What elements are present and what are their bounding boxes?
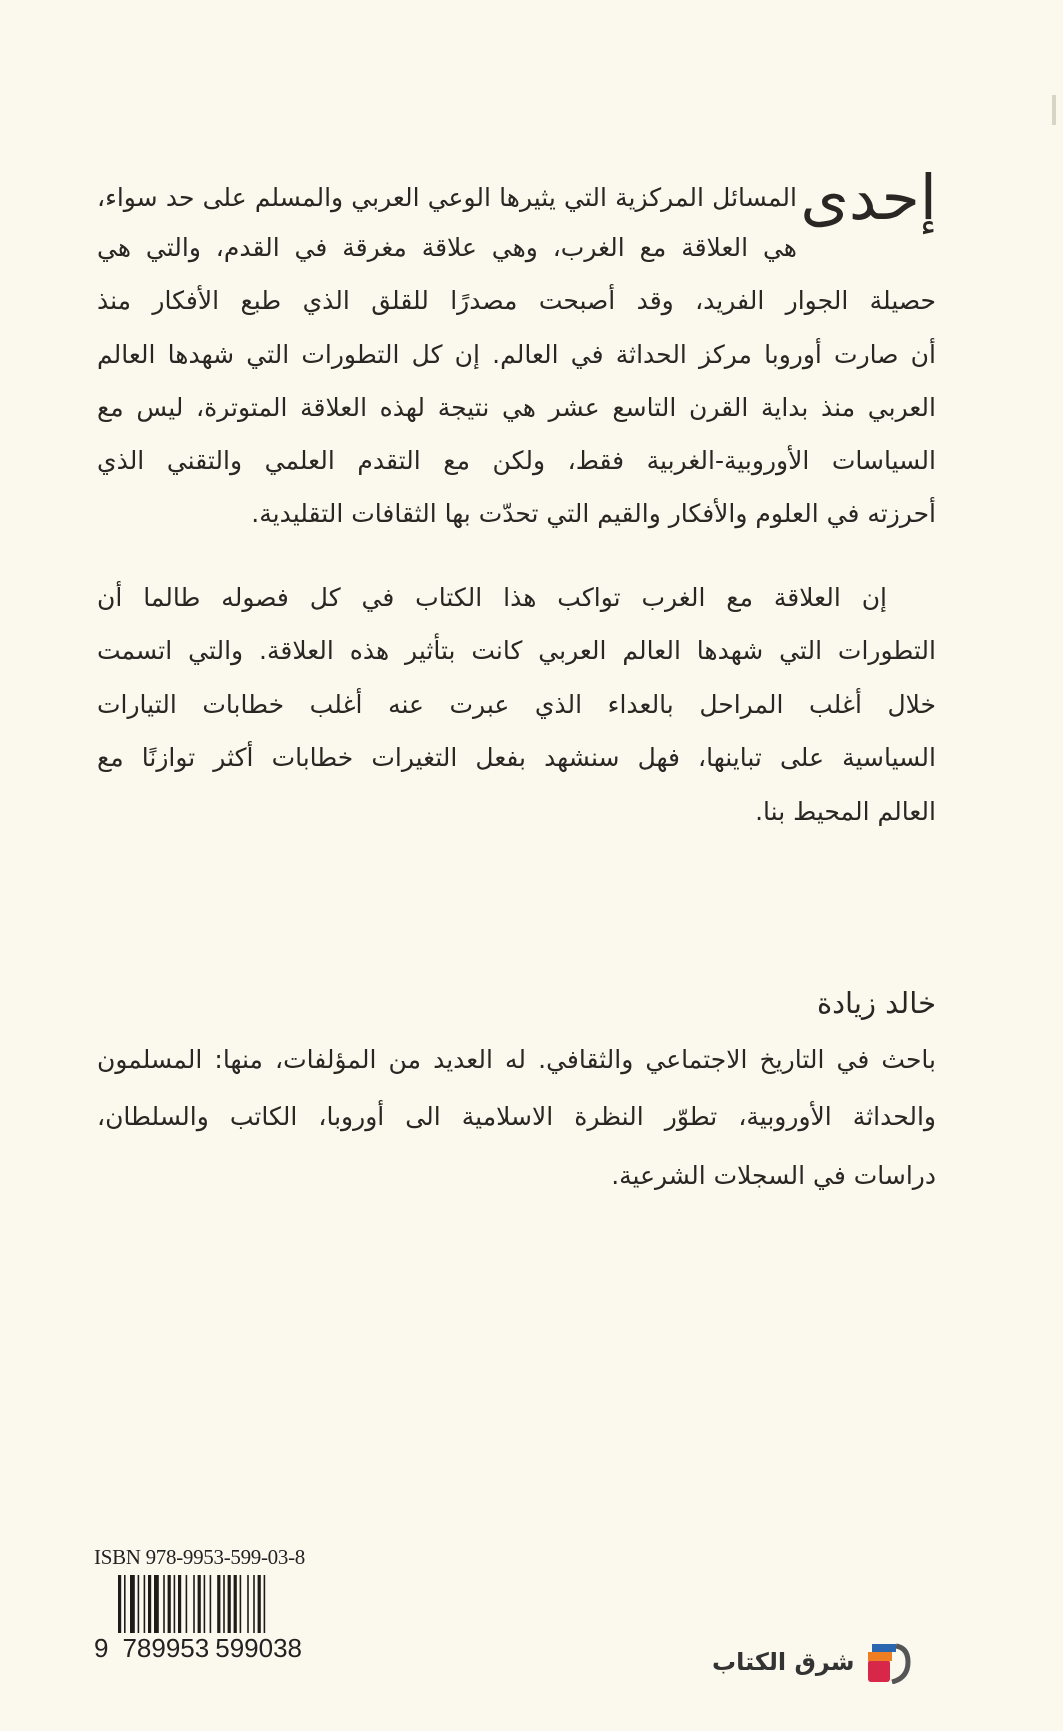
author-name: خالد زيادة: [816, 986, 936, 1020]
blurb-line: خلال أغلب المراحل بالعداء الذي عبرت عنه أغلب خطابات التيارات: [97, 690, 936, 719]
barcode-bar: [258, 1575, 261, 1639]
bio-line: باحث في التاريخ الاجتماعي والثقافي. له العديد من المؤلفات، منها: المسلمون: [97, 1045, 936, 1074]
blurb-line: العربي منذ بداية القرن التاسع عشر هي نتيجة لهذه العلاقة المتوترة، ليس مع: [97, 393, 936, 422]
blurb-line: السياسات الأوروبية-الغربية فقط، ولكن مع التقدم العلمي والتقني الذي: [97, 446, 936, 475]
barcode-bar: [234, 1575, 237, 1639]
bio-line: دراسات في السجلات الشرعية.: [611, 1161, 936, 1190]
barcode-bar: [168, 1575, 171, 1639]
blurb-line: المسائل المركزية التي يثيرها الوعي العربي والمسلم على حد سواء،: [97, 183, 797, 212]
barcode-bar: [174, 1575, 176, 1639]
publisher-logo-icon: [862, 1640, 914, 1684]
barcode-bar: [178, 1575, 181, 1639]
blurb-line: هي العلاقة مع الغرب، وهي علاقة مغرقة في القدم، والتي هي: [97, 233, 797, 262]
blurb-line: إن العلاقة مع الغرب تواكب هذا الكتاب في كل فصوله طالما أن: [97, 583, 887, 612]
barcode-bar: [130, 1575, 135, 1639]
spine-mark: [1052, 95, 1056, 125]
barcode-digit-first: 9: [94, 1633, 109, 1663]
barcode-bar: [240, 1575, 242, 1639]
barcode-bar: [247, 1575, 249, 1639]
barcode-digits: [94, 1633, 302, 1664]
barcode-bar: [228, 1575, 231, 1639]
barcode-digits-group1: 789953: [122, 1633, 210, 1663]
barcode-bar: [210, 1575, 212, 1639]
blurb-line: حصيلة الجوار الفريد، وقد أصبحت مصدرًا للقلق الذي طبع الأفكار منذ: [97, 286, 936, 315]
barcode-bar: [253, 1575, 255, 1639]
barcode-bar: [144, 1575, 146, 1639]
barcode-bar: [148, 1575, 151, 1639]
bio-line: والحداثة الأوروبية، تطوّر النظرة الاسلامية الى أوروبا، الكاتب والسلطان،: [97, 1102, 936, 1131]
blurb-line: أن صارت أوروبا مركز الحداثة في العالم. إن كل التطورات التي شهدها العالم: [97, 340, 936, 369]
barcode-bar: [163, 1575, 165, 1639]
barcode-bar: [204, 1575, 206, 1639]
barcode-bar: [223, 1575, 225, 1639]
drop-word: إحدى: [800, 161, 937, 234]
barcode-bar: [186, 1575, 188, 1639]
publisher-name: شرق الكتاب: [712, 1648, 855, 1676]
blurb-line: أحرزته في العلوم والأفكار والقيم التي تحدّت بها الثقافات التقليدية.: [251, 499, 936, 528]
barcode-bar: [154, 1575, 159, 1639]
publisher-logo: [712, 1640, 914, 1684]
barcode-bar: [138, 1575, 140, 1639]
barcode-digits-group2: 599038: [215, 1633, 302, 1663]
barcode-bar: [217, 1575, 220, 1639]
blurb-line: التطورات التي شهدها العالم العربي كانت بتأثير هذه العلاقة. والتي اتسمت: [97, 636, 936, 665]
blurb-line: السياسية على تباينها، فهل سنشهد بفعل التغيرات خطابات أكثر توازنًا مع: [97, 743, 936, 772]
isbn-label: ISBN 978-9953-599-03-8: [94, 1545, 305, 1569]
blurb-line: العالم المحيط بنا.: [755, 797, 936, 826]
